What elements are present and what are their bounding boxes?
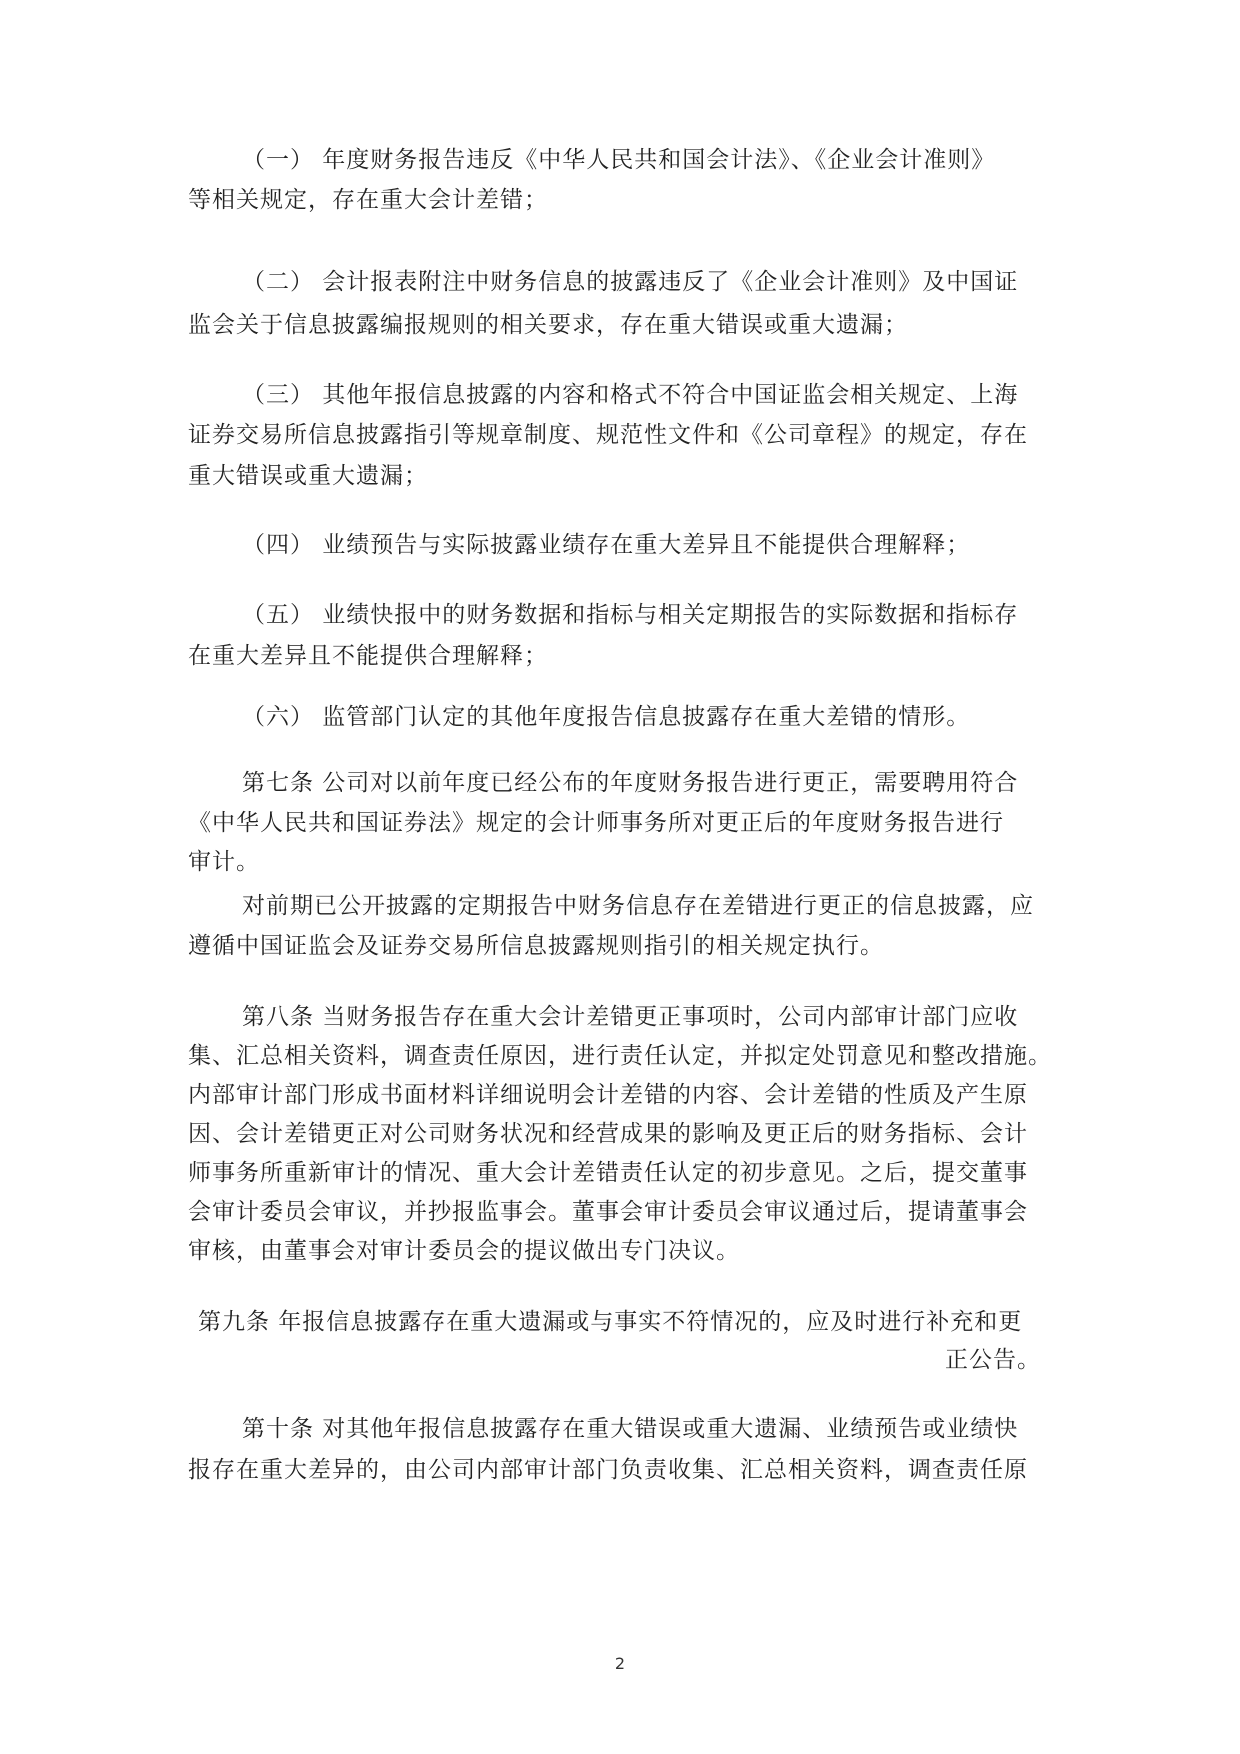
text-line-9: （五） 业绩快报中的财务数据和指标与相关定期报告的实际数据和指标存: [242, 602, 1019, 628]
text-line-21: 师事务所重新审计的情况、重大会计差错责任认定的初步意见。之后，提交董事: [188, 1160, 1028, 1186]
text-line-10: 在重大差异且不能提供合理解释；: [188, 643, 548, 669]
text-line-24: 第九条 年报信息披露存在重大遗漏或与事实不符情况的，应及时进行补充和更: [198, 1309, 1023, 1335]
text-line-4: 监会关于信息披露编报规则的相关要求，存在重大错误或重大遗漏；: [188, 312, 908, 338]
text-line-15: 对前期已公开披露的定期报告中财务信息存在差错进行更正的信息披露，应: [242, 893, 1034, 919]
text-line-6: 证券交易所信息披露指引等规章制度、规范性文件和《公司章程》的规定，存在: [188, 422, 1028, 448]
text-line-25: 正公告。: [945, 1347, 1041, 1373]
text-line-3: （二） 会计报表附注中财务信息的披露违反了《企业会计准则》及中国证: [242, 269, 1019, 295]
text-line-22: 会审计委员会审议，并抄报监事会。董事会审计委员会审议通过后，提请董事会: [188, 1199, 1028, 1225]
text-line-23: 审核，由董事会对审计委员会的提议做出专门决议。: [188, 1238, 740, 1264]
page-number: 2: [614, 1654, 626, 1673]
text-line-14: 审计。: [188, 849, 260, 875]
text-line-12: 第七条 公司对以前年度已经公布的年度财务报告进行更正，需要聘用符合: [242, 770, 1019, 796]
text-line-19: 内部审计部门形成书面材料详细说明会计差错的内容、会计差错的性质及产生原: [188, 1082, 1028, 1108]
text-line-13: 《中华人民共和国证券法》规定的会计师事务所对更正后的年度财务报告进行: [188, 810, 1004, 836]
text-line-7: 重大错误或重大遗漏；: [188, 463, 428, 489]
text-line-20: 因、会计差错更正对公司财务状况和经营成果的影响及更正后的财务指标、会计: [188, 1121, 1028, 1147]
text-line-11: （六） 监管部门认定的其他年度报告信息披露存在重大差错的情形。: [242, 704, 971, 730]
text-line-17: 第八条 当财务报告存在重大会计差错更正事项时，公司内部审计部门应收: [242, 1004, 1019, 1030]
text-line-8: （四） 业绩预告与实际披露业绩存在重大差异且不能提供合理解释；: [242, 532, 971, 558]
text-line-27: 报存在重大差异的，由公司内部审计部门负责收集、汇总相关资料，调查责任原: [188, 1457, 1028, 1483]
text-line-1: （一） 年度财务报告违反《中华人民共和国会计法》、《企业会计准则》: [242, 147, 996, 173]
text-line-26: 第十条 对其他年报信息披露存在重大错误或重大遗漏、业绩预告或业绩快: [242, 1416, 1019, 1442]
text-line-16: 遵循中国证监会及证券交易所信息披露规则指引的相关规定执行。: [188, 933, 884, 959]
text-line-2: 等相关规定，存在重大会计差错；: [188, 187, 548, 213]
text-line-5: （三） 其他年报信息披露的内容和格式不符合中国证监会相关规定、上海: [242, 382, 1019, 408]
text-line-18: 集、汇总相关资料，调查责任原因，进行责任认定，并拟定处罚意见和整改措施。: [188, 1043, 1052, 1069]
